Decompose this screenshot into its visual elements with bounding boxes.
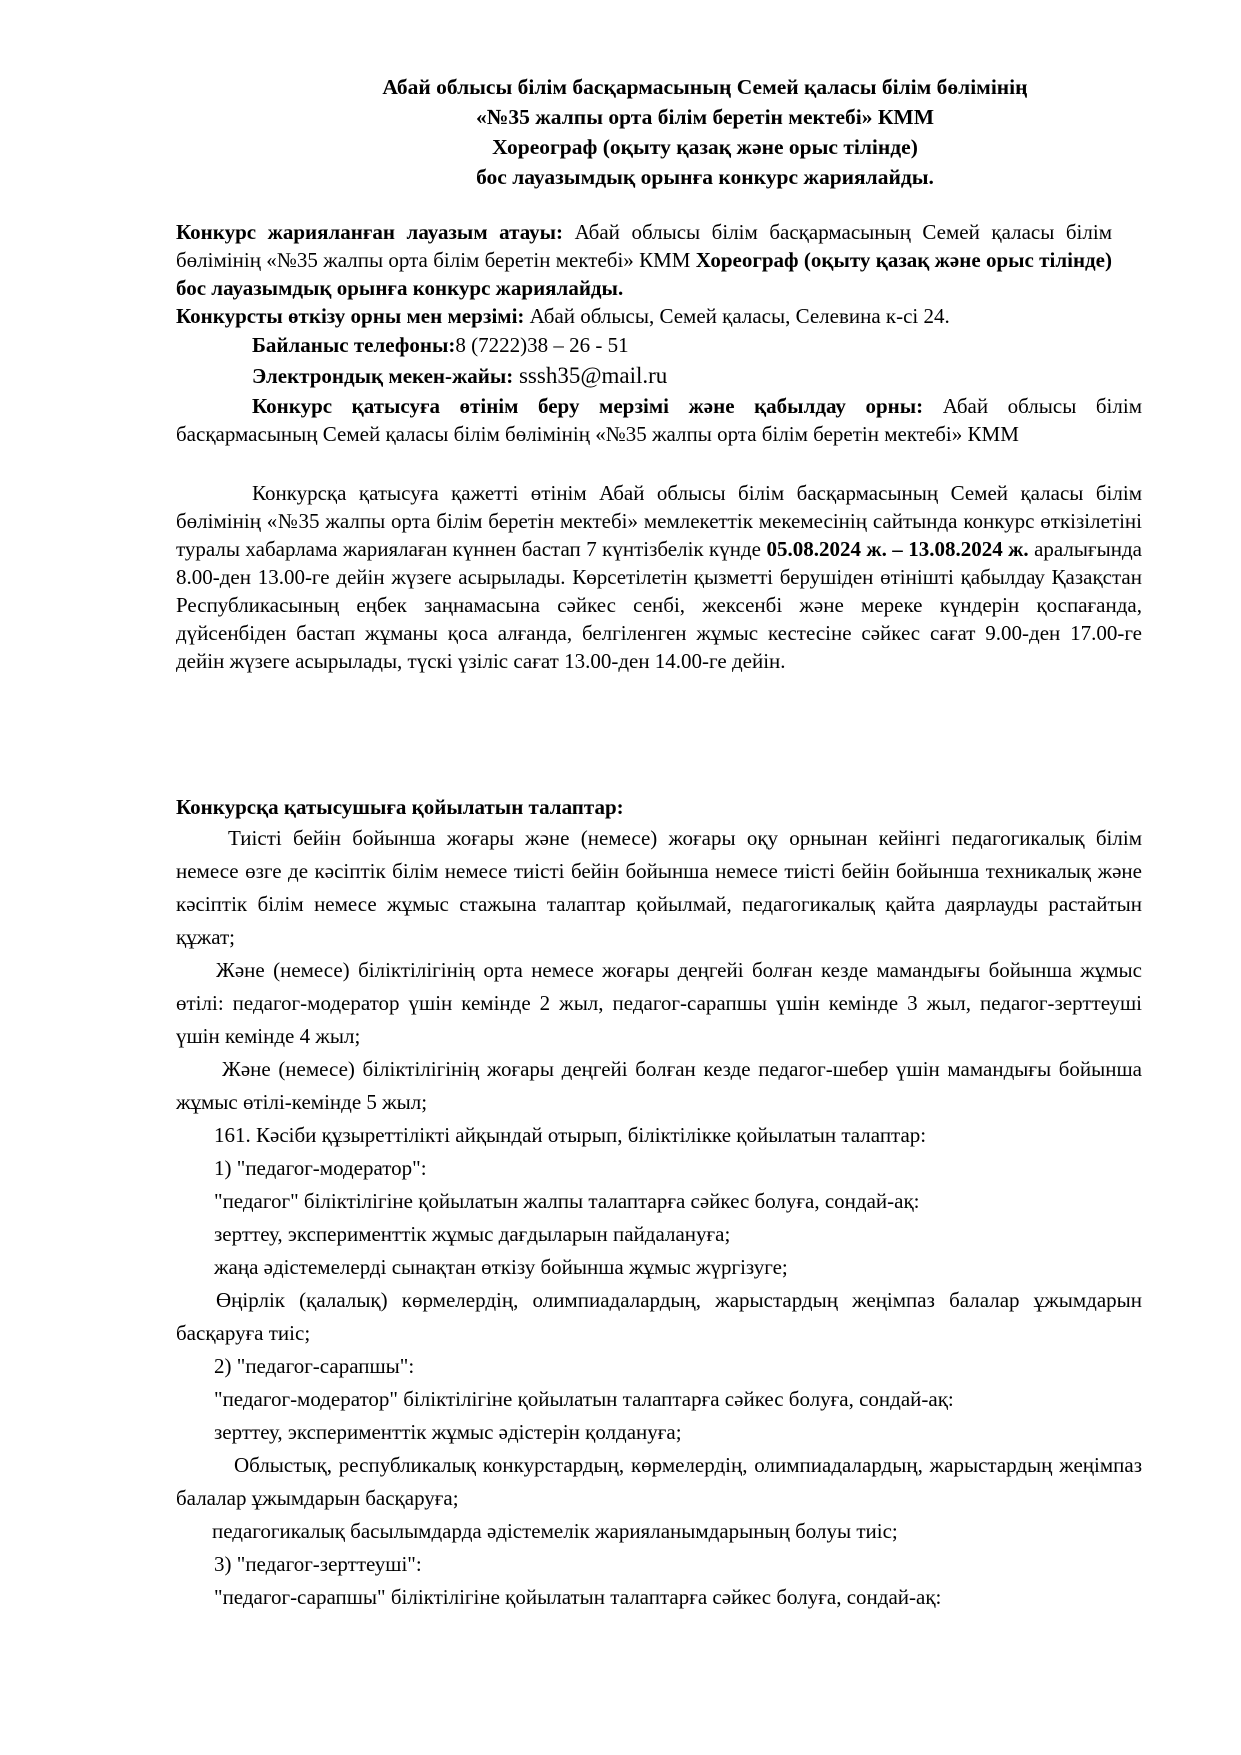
requirement-paragraph-11: "педагог-модератор" біліктілігіне қойылатын талаптарға сәйкес болуға, сондай-ақ: xyxy=(214,1387,954,1411)
submission-text-1: Конкурсқа қатысуға қажетті өтінім Абай облысы білім басқармасының Семей қаласы білім бөлімінің «№35 жалпы орта білім беретін мектебі» мемлекеттік мекемесінің сайтында конкурс өткізілетіні туралы хабарлама жариялаған күннен бастап 7 күнтізбелік күнде xyxy=(176,481,1142,561)
position-title: Хореограф (оқыту қазақ және орыс тілінде) бос лауазымдық орынға конкурс жариялайды. xyxy=(176,248,1112,300)
application-place-label: Конкурс қатысуға өтінім беру мерзімі және қабылдау орны: xyxy=(252,394,924,418)
position-text: Абай облысы білім басқармасының Семей қаласы білім бөлімінің «№35 жалпы орта білім беретін мектебі» КММ xyxy=(176,220,1112,272)
venue-paragraph xyxy=(176,302,1142,330)
requirement-paragraph-3: Және (немесе) біліктілігінің жоғары деңгейі болған кезде педагог-шебер үшін мамандығы бойынша жұмыс өтілі-кемінде 5 жыл; xyxy=(176,1057,1142,1114)
requirement-paragraph-9: Өңірлік (қалалық) көрмелердің, олимпиадалардың, жарыстардың жеңімпаз балалар ұжымдарын басқаруға тиіс; xyxy=(176,1288,1142,1345)
phone-label: Байланыс телефоны: xyxy=(252,333,456,357)
position-paragraph xyxy=(176,218,1112,302)
email-label: Электрондық мекен-жайы: xyxy=(252,364,514,388)
header-line-3: Хореограф (оқыту қазақ және орыс тілінде) xyxy=(492,135,918,159)
phone-value: 8 (7222)38 – 26 - 51 xyxy=(455,333,629,357)
phone-line xyxy=(252,331,1218,359)
requirement-paragraph-5: 1) "педагог-модератор": xyxy=(214,1156,427,1180)
requirement-paragraph-6: "педагог" біліктілігіне қойылатын жалпы талаптарға сәйкес болуға, сондай-ақ: xyxy=(214,1189,920,1213)
header-line-1: Абай облысы білім басқармасының Семей қаласы білім бөлімінің xyxy=(382,75,1028,99)
requirement-paragraph-4: 161. Кәсіби құзыреттілікті айқындай отырып, біліктілікке қойылатын талаптар: xyxy=(214,1123,927,1147)
requirement-paragraph-10: 2) "педагог-сарапшы": xyxy=(214,1354,415,1378)
position-label: Конкурс жарияланған лауазым атауы: xyxy=(176,220,564,244)
venue-label: Конкурсты өткізу орны мен мерзімі: xyxy=(176,304,525,328)
requirement-paragraph-14: педагогикалық басылымдарда әдістемелік жарияланымдарының болуы тиіс; xyxy=(212,1519,898,1543)
requirement-paragraph-2: Және (немесе) біліктілігінің орта немесе жоғары деңгейі болған кезде мамандығы бойынша жұмыс өтілі: педагог-модератор үшін кемінде 2 жыл, педагог-сарапшы үшін кемінде 3 жыл, педагог-зерттеуші үшін кемінде 4 жыл; xyxy=(176,958,1142,1048)
venue-text: Абай облысы, Семей қаласы, Селевина к-сі 24. xyxy=(524,304,950,328)
requirement-paragraph-7: зерттеу, эксперименттік жұмыс дағдыларын пайдалануға; xyxy=(214,1222,731,1246)
requirement-paragraph-12: зерттеу, эксперименттік жұмыс әдістерін қолдануға; xyxy=(214,1420,682,1444)
requirement-paragraph-16: "педагог-сарапшы" біліктілігіне қойылатын талаптарға сәйкес болуға, сондай-ақ: xyxy=(214,1585,942,1609)
requirements-body xyxy=(176,822,1142,1614)
application-place-paragraph xyxy=(176,392,1142,448)
requirement-paragraph-8: жаңа әдістемелерді сынақтан өткізу бойынша жұмыс жүргізуге; xyxy=(214,1255,788,1279)
requirement-paragraph-1: Тиісті бейін бойынша жоғары және (немесе) жоғары оқу орнынан кейінгі педагогикалық білім немесе өзге де кәсіптік білім немесе тиісті бейін бойынша немесе тиісті бейін бойынша техникалық және кәсіптік білім немесе жұмыс стажына талаптар қойылмай, педагогикалық қайта даярлауды растайтын құжат; xyxy=(176,826,1142,949)
submission-text-2: аралығында 8.00-ден 13.00-ге дейін жүзеге асырылады. Көрсетілетін қызметті берушіден өтінішті қабылдау Қазақстан Республикасының еңбек заңнамасына сәйкес сенбі, жексенбі және мереке күндерін қоспағанда, дүйсенбіден бастап жұманы қоса алғанда, белгіленген жұмыс кестесіне сәйкес сағат 9.00-ден 17.00-ге дейін жүзеге асырылады, түскі үзіліс сағат 13.00-ден 14.00-ге дейін. xyxy=(176,537,1142,673)
application-place-text: Абай облысы білім басқармасының Семей қаласы білім бөлімінің «№35 жалпы орта білім беретін мектебі» КММ xyxy=(176,394,1142,446)
email-value: sssh35@mail.ru xyxy=(513,363,668,388)
submission-paragraph xyxy=(176,479,1142,675)
header-line-2: «№35 жалпы орта білім беретін мектебі» КММ xyxy=(475,105,935,129)
document-header xyxy=(300,72,1110,192)
requirements-heading: Конкурсқа қатысушыға қойылатын талаптар: xyxy=(176,795,624,819)
requirement-paragraph-15: 3) "педагог-зерттеуші": xyxy=(214,1552,422,1576)
requirement-paragraph-13: Облыстық, республикалық конкурстардың, көрмелердің, олимпиадалардың, жарыстардың жеңімпаз балалар ұжымдарын басқаруға; xyxy=(176,1453,1142,1510)
submission-dates: 05.08.2024 ж. – 13.08.2024 ж. xyxy=(766,537,1029,561)
header-line-4: бос лауазымдық орынға конкурс жариялайды. xyxy=(476,165,934,189)
email-line xyxy=(252,362,1218,390)
